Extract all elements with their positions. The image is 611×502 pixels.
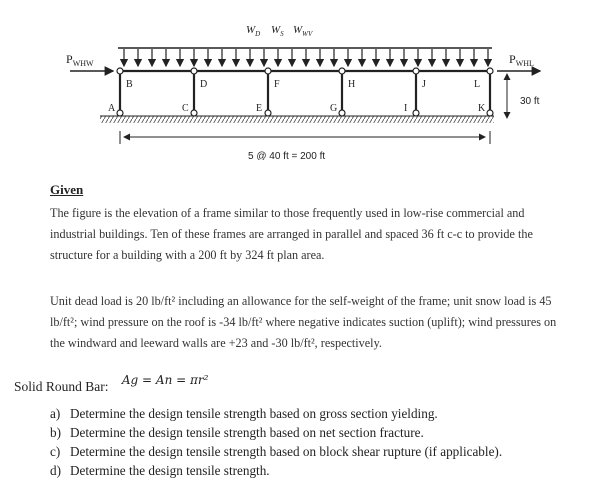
given-paragraph-frames: The figure is the elevation of a frame similar to those frequently used in low-rise commercial and industrial buildings. Ten of these frames are arranged in parallel and spaced 36 ft c-c to provide the structure for a building with a 200 ft by 324 ft plan area. (50, 206, 533, 262)
task-item: b) Determine the design tensile strength based on net section fracture. (50, 425, 424, 440)
joint-label-top: L (474, 79, 481, 90)
task-item: c) Determine the design tensile strength based on block shear rupture (if applicable). (50, 444, 503, 459)
right-wind-load-label: $P_{WHL}$ (509, 52, 534, 68)
task-item: a) Determine the design tensile strength based on gross section yielding. (50, 406, 438, 421)
support-circle (413, 110, 419, 116)
joint-label-bottom: G (330, 103, 338, 114)
joint-circle (339, 68, 345, 74)
joint-label-bottom: K (478, 103, 486, 114)
frame-joints (117, 68, 493, 116)
joint-label-top: J (422, 79, 426, 90)
formula-row (14, 373, 209, 395)
joint-label-top: H (348, 79, 356, 90)
frame-columns (120, 71, 490, 116)
load-label-wwv: $W_{WV}$ (293, 24, 313, 38)
frame-elevation-figure (0, 0, 611, 160)
joint-label-top: F (274, 79, 280, 90)
joint-labels (108, 79, 486, 114)
ground-hatch (100, 116, 494, 123)
joint-label-top: B (126, 79, 133, 90)
given-paragraph-loads: Unit dead load is 20 lb/ft² including an allowance for the self-weight of the frame; unit snow load is 45 lb/ft²; wind pressure on the roof is -34 lb/ft² where negative indicates suction (uplift); wind pressures on the windward and leeward walls are +23 and -30 lb/ft², respectively. (50, 294, 557, 350)
height-label: 30 ft (520, 96, 540, 107)
joint-circle (487, 68, 493, 74)
distributed-load-arrows (124, 49, 488, 66)
support-circle (191, 110, 197, 116)
load-label-wd: $W_D$ (246, 24, 261, 38)
support-circle (339, 110, 345, 116)
span-label: 5 @ 40 ft = 200 ft (248, 151, 326, 160)
support-circle (487, 110, 493, 116)
load-label-ws: $W_S$ (271, 24, 284, 38)
joint-label-bottom: A (108, 103, 116, 114)
joint-label-bottom: I (404, 103, 408, 114)
joint-label-bottom: E (256, 103, 263, 114)
given-heading: Given (50, 182, 84, 197)
joint-circle (117, 68, 123, 74)
joint-label-bottom: C (182, 103, 189, 114)
left-wind-load-label: $P_{WHW}$ (66, 52, 94, 68)
joint-circle (265, 68, 271, 74)
joint-circle (413, 68, 419, 74)
formula-label: Solid Round Bar: (14, 379, 109, 394)
frame-diagram (0, 0, 611, 160)
task-list (50, 404, 502, 480)
area-equation: Ag = An = πr² (121, 373, 209, 387)
task-item: d) Determine the design tensile strength. (50, 463, 270, 478)
joint-circle (191, 68, 197, 74)
joint-label-top: D (200, 79, 208, 90)
support-circle (265, 110, 271, 116)
support-circle (117, 110, 123, 116)
